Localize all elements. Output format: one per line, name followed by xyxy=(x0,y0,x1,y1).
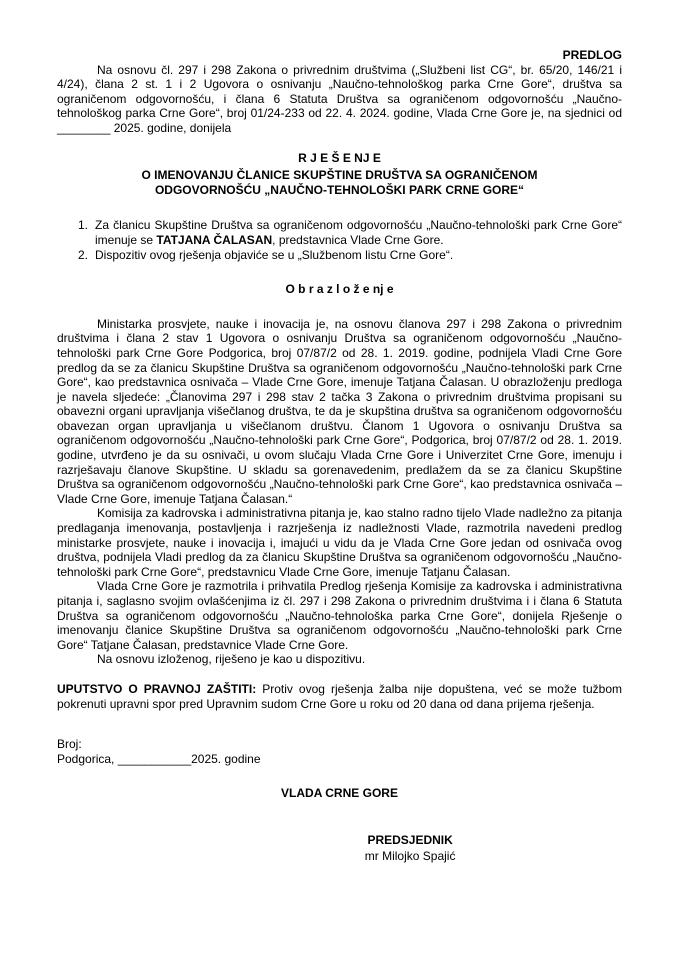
signature-block xyxy=(198,833,622,863)
list-item xyxy=(57,248,622,263)
decision-title-subject: O IMENOVANJU ČLANICE SKUPŠTINE DRUŠTVA SA OGRANIČENOM ODGOVORNOŠĆU „NAUČNO-TEHNOLOŠKI PARK CRNE GORE“ xyxy=(141,168,538,197)
government-name: VLADA CRNE GORE xyxy=(281,786,398,801)
list-item-text xyxy=(95,218,622,247)
appointee-name: TATJANA ČALASAN xyxy=(156,232,273,247)
obrazlozenje-heading: O b r a z l o ž e nj e xyxy=(285,282,394,297)
list-item xyxy=(57,218,622,247)
number-label: Broj: xyxy=(57,737,82,752)
decision-title-word: R J E Š E NJ E xyxy=(298,150,381,165)
reasoning-paragraph-3: Vlada Crne Gore je razmotrila i prihvatila Predlog rješenja Komisije za kadrovska i administrativna pitanja i, saglasno svojim ovlašćenjima iz čl. 297 i 298 Zakona o privrednim društvima i i člana 6 Statuta Društva sa ograničenom odgovornošću „Naučno-tehnološka parka Crne Gore“, donijela Rješenje o imenovanju članice Skupštine Društva sa ograničenom odgovornošću „Naučno-tehnološki park Crne Gore“ Tatjane Čalasan, predstavnice Vlade Crne Gore. xyxy=(57,579,622,652)
reasoning-paragraph-2: Komisija za kadrovska i administrativna pitanja je, kao stalno radno tijelo Vlade nadležno za pitanja predlaganja imenovanja, postavljenja i razrješenja iz nadležnosti Vlade, razmotrila navedeni predlog ministarke prosvjete, nauke i inovacija i, imajući u vidu da je Vlada Crne Gore jedan od osnivača ovog društva, podnijela Vladi predlog da za članicu Skupštine Društva sa ograničenom odgovornošću „Naučno-tehnološki park Crne Gore“, predstavnicu Vlade Crne Gore, imenuje Tatjanu Čalasan. xyxy=(57,506,622,579)
legal-remedy-text: Protiv ovog rješenja žalba nije dopuštena, već se može tužbom pokrenuti upravni spor pred Upravnim sudom Crne Gore u roku od 20 dana od dana prijema rješenja. xyxy=(57,681,622,711)
intro-paragraph: Na osnovu čl. 297 i 298 Zakona o privrednim društvima („Službeni list CG“, br. 65/20, 146/21 i 4/24), člana 2 st. 1 i 2 Ugovora o osnivanju „Naučno-tehnološkog parka Crne Gore“, društva sa ograničenom odgovornošću, i člana 6 Statuta Društva sa ograničenom odgovornošću „Naučno-tehnološkog parka Crne Gore“, broj 01/24-233 od 22. 4. 2024. godine, Vlada Crne Gore je, na sjednici od ________ 2025. godine, donijela xyxy=(57,62,622,135)
signer-title: PREDSJEDNIK xyxy=(367,832,453,847)
legal-remedy-paragraph xyxy=(57,682,622,711)
number-place-block xyxy=(57,737,622,766)
predlog-label: PREDLOG xyxy=(562,48,622,62)
conclusion-paragraph: Na osnovu izloženog, riješeno je kao u dispozitivu. xyxy=(97,652,366,667)
reasoning-paragraph-1: Ministarka prosvjete, nauke i inovacija je, na osnovu članova 297 i 298 Zakona o privrednim društvima i člana 2 stav 1 Ugovora o osnivanju Društva sa ograničenom odgovornošću „Naučno-tehnološki park Crne Gore Podgorica, broj 07/87/2 od 28. 1. 2019. godine, podnijela Vladi Crne Gore predlog da se za članicu Skupštine Društva sa ograničenom odgovornošću „Naučno-tehnološki park Crne Gore“, kao predstavnica osnivača – Vlade Crne Gore, imenuje Tatjana Čalasan. U obrazloženju predloga je navela sljedeće: „Članovima 297 i 298 stav 2 tačka 3 Zakona o privrednim društvima propisani su obavezni organi upravljanja višečlanog društva, te da je skupština društva sa ograničenom odgovornošću obavezan organ upravljanja u višečlanom društvu. Članom 1 Ugovora o osnivanju Društva sa ograničenom odgovornošću „Naučno-tehnološki park Crne Gore“, Podgorica, broj 07/87/2 od 28. 1. 2019. godine, utvrđeno je da su osnivači, u ovom slučaju Vlada Crne Gore i Univerzitet Crne Gore, imenuju i razrješavaju članove Skupštine. U skladu sa gorenavedenim, predlažem da se za članicu Skupštine Društva sa ograničenom odgovornošću „Naučno-tehnološki park Crne Gore“, kao predstavnica osnivača – Vlade Crne Gore, imenuje Tatjana Čalasan.“ xyxy=(57,316,622,506)
list-item-text xyxy=(95,248,622,263)
signer-name: mr Milojko Spajić xyxy=(364,848,456,863)
legal-remedy-label: UPUTSTVO O PRAVNOJ ZAŠTITI: xyxy=(57,681,257,696)
reasoning-section xyxy=(57,317,622,667)
list-item-text-pre: Dispozitiv ovog rješenja objaviće se u „Službenom listu Crne Gore“. xyxy=(95,247,454,262)
list-item-text-post: , predstavnica Vlade Crne Gore. xyxy=(272,232,444,247)
list-item-number: 2. xyxy=(78,247,89,262)
list-item-number: 1. xyxy=(78,218,89,233)
decision-title xyxy=(57,151,622,198)
decision-items xyxy=(57,218,622,262)
list-item-text-pre: Za članicu Skupštine Društva sa ograničenom odgovornošću „Naučno-tehnološki park Crne Gore“ imenuje se xyxy=(95,218,622,247)
place-date-line: Podgorica, ___________2025. godine xyxy=(57,751,261,766)
